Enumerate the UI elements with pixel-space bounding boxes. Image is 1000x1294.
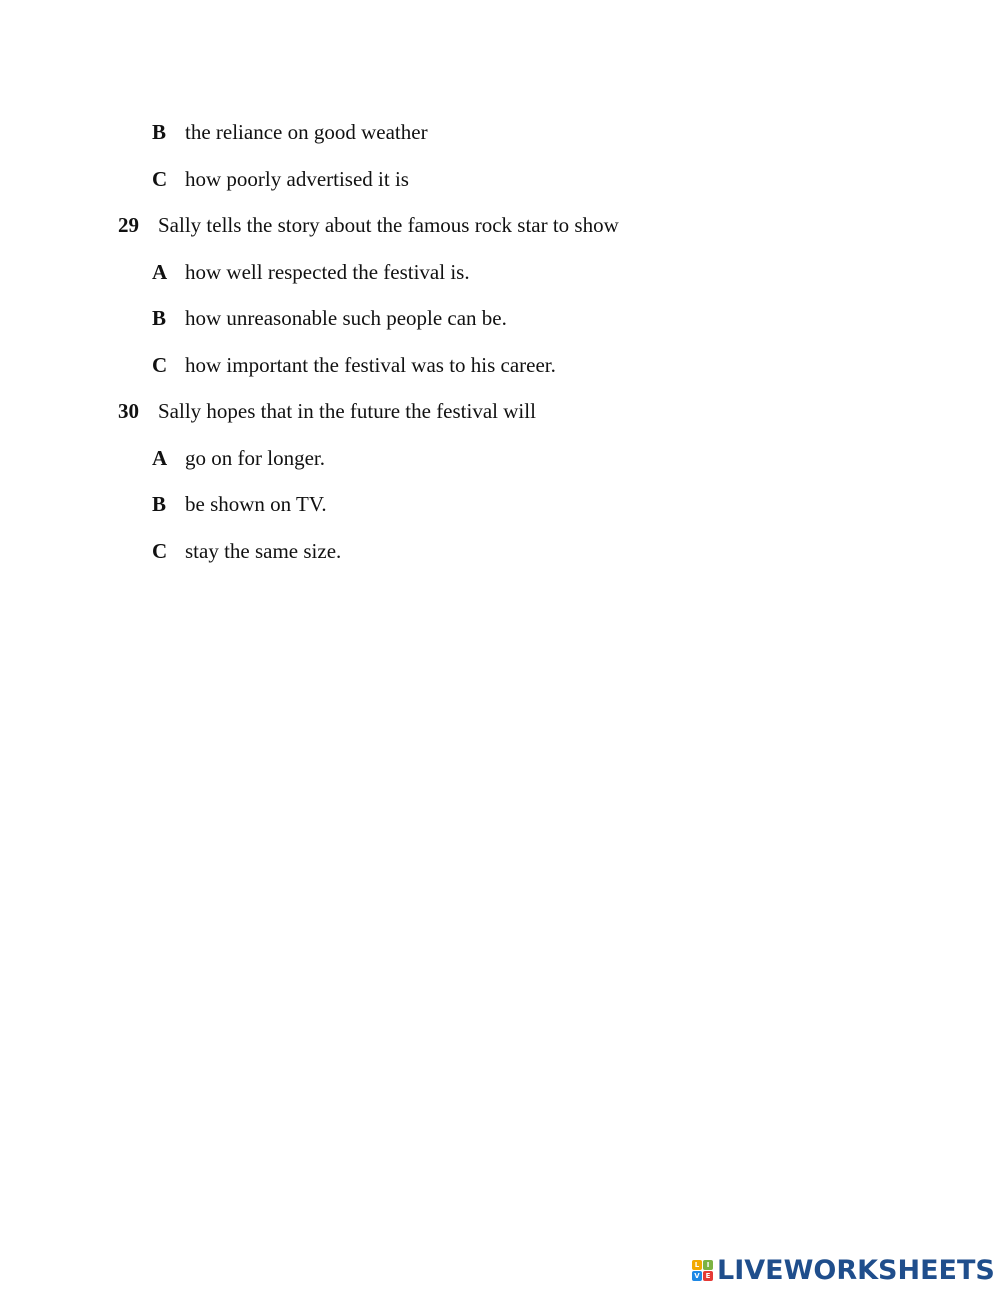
option-letter: C: [152, 353, 168, 377]
option-letter: A: [152, 260, 168, 284]
option-text: the reliance on good weather: [185, 120, 428, 144]
option-text: how poorly advertised it is: [185, 167, 409, 191]
logo-mark-cell: I: [703, 1260, 713, 1270]
option-letter: B: [152, 492, 167, 516]
option-letter: B: [152, 306, 167, 330]
liveworksheets-logo: [692, 1253, 995, 1287]
logo-mark-icon: [692, 1260, 713, 1281]
question-number: 29: [118, 213, 139, 237]
question-prompt: Sally tells the story about the famous rock star to show: [158, 213, 619, 237]
option-letter: A: [152, 446, 168, 470]
option-text: be shown on TV.: [185, 492, 327, 516]
logo-mark-cell: E: [703, 1271, 713, 1281]
option-letter: C: [152, 167, 168, 191]
question-number: 30: [118, 399, 139, 423]
option-text: how unreasonable such people can be.: [185, 306, 507, 330]
question-prompt: Sally hopes that in the future the festival will: [158, 399, 536, 423]
option-text: go on for longer.: [185, 446, 325, 470]
option-letter: B: [152, 120, 167, 144]
option-text: stay the same size.: [185, 539, 342, 563]
option-text: how well respected the festival is.: [185, 260, 470, 284]
logo-mark-cell: L: [692, 1260, 702, 1270]
option-letter: C: [152, 539, 168, 563]
option-text: how important the festival was to his career.: [185, 353, 556, 377]
logo-text: LIVEWORKSHEETS: [717, 1254, 995, 1286]
logo-mark-cell: V: [692, 1271, 702, 1281]
